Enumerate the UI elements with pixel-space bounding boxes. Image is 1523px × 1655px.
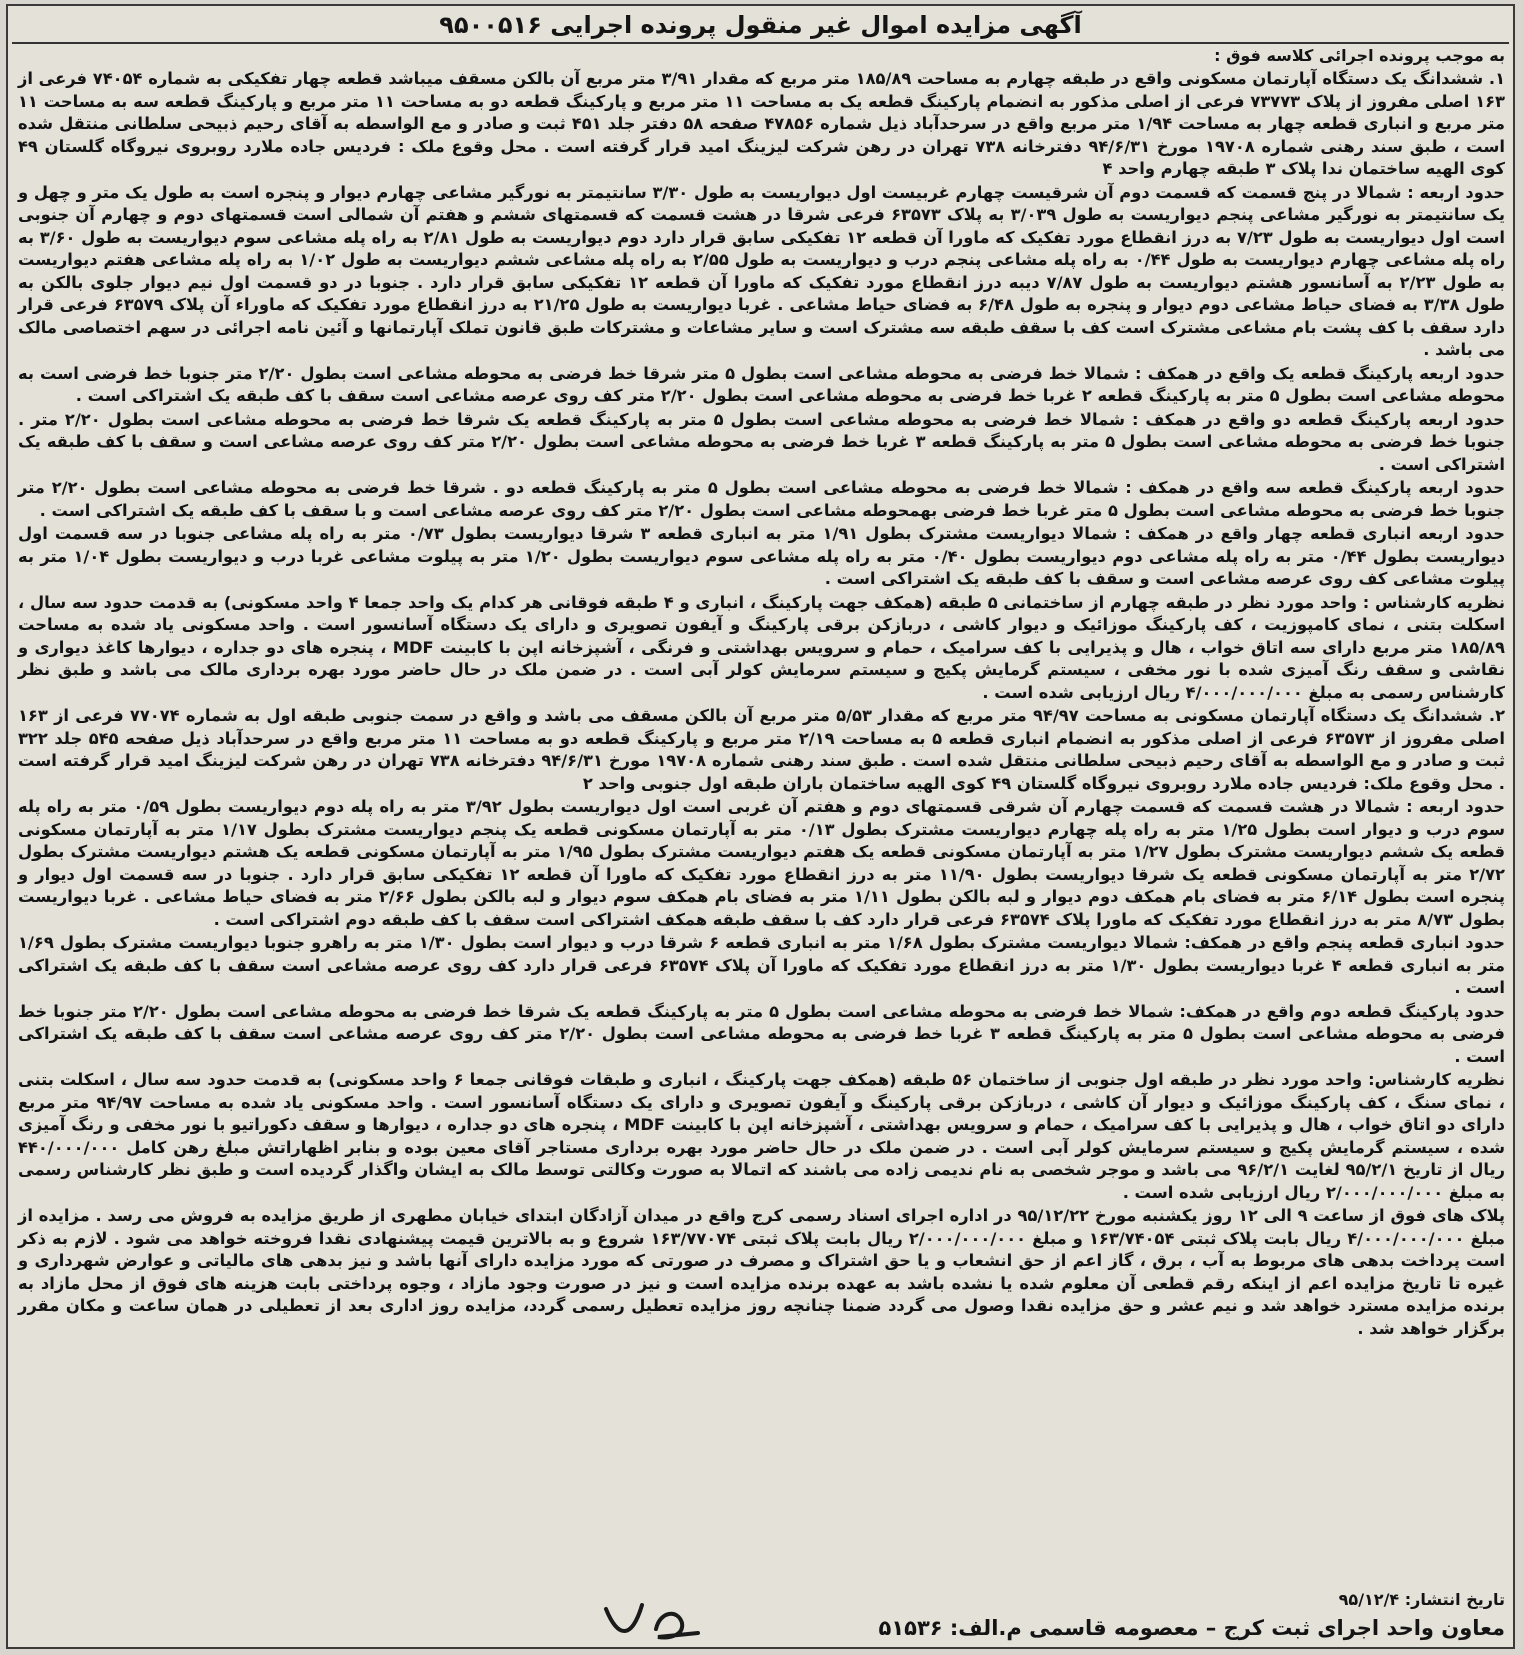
- item-1-boundaries: حدود اربعه : شمالا در پنج قسمت که قسمت دوم آن شرقیست چهارم غربیست اول دیواریست به طول ۳/۳۰ سانتیمتر به نورگیر مشاعی چهارم دیوار و پنجره است به طول یک متر و چهل و یک سانتیمتر به نورگیر مشاعی پنجم دیواریست به طول ۳/۰۳۹ به پلاک ۶۳۵۷۳ فرعی شرقا در هشت قسمت که قسمتهای ششم و هفتم آن شمالی است قسمتهای دوم و چهارم آن جنوبی است اول دیواریست به طول ۷/۲۳ به درز انقطاع مورد تفکیک که ماورا آن قطعه ۱۲ تفکیکی سابق قرار دارد دوم دیواریست به طول ۲/۸۱ به راه پله مشاعی سوم دیواریست به طول ۳/۶۰ به راه پله مشاعی چهارم دیواریست به طول ۰/۴۴ به راه پله مشاعی پنجم درب و دیواریست به طول ۲/۵۵ به راه پله مشاعی ششم دیواریست به طول ۱/۰۲ به راه پله مشاعی هفتم دیواریست به طول ۲/۲۳ به آسانسور هشتم دیواریست به طول ۷/۸۷ دیبه درز انقطاع مورد تفکیک که ماورا آن قطعه ۱۲ تفکیکی سابق قرار دارد . جنوبا در دو قسمت اول نیم دیوار جلوی بالکن به طول ۳/۳۸ به فضای حیاط مشاعی دوم دیوار و پنجره به طول ۶/۴۸ به فضای حیاط مشاعی . غربا دیواریست به طول ۲۱/۲۵ به درز انقطاع مورد تفکیک که ماوراء آن پلاک ۶۳۵۷۹ فرعی قرار دارد سقف با کف پشت بام مشاعی مشترک است کف با سقف طبقه سه مشترک است و سایر مشاعات و مشترکات طبق قانون تملک آپارتمانها و آئین نامه اجرائی در سهم اختصاصی مالک می باشد .: [18, 182, 1506, 359]
- publish-date: تاریخ انتشار: ۹۵/۱۲/۴: [1338, 1590, 1505, 1609]
- handwritten-mark: [598, 1599, 708, 1645]
- auction-terms: پلاک های فوق از ساعت ۹ الی ۱۲ روز یکشنبه مورخ ۹۵/۱۲/۲۲ در اداره اجرای اسناد رسمی کرج واقع در میدان آزادگان ابتدای خیابان مطهری از طریق مزایده به فروش می رسد . مزایده از مبلغ ۴/۰۰۰/۰۰۰/۰۰۰ ریال بابت پلاک ثبتی ۱۶۳/۷۴۰۵۴ و مبلغ ۲/۰۰۰/۰۰۰/۰۰۰ ریال بابت پلاک ثبتی ۱۶۳/۷۷۰۷۴ شروع و به بالاترین قیمت پیشنهادی نقدا فروخته خواهد می شود . لازم به ذکر است پرداخت بدهی های مربوط به آب ، برق ، گاز اعم از حق انشعاب و یا حق اشتراک و مصرف در صورتی که مورد مزایده دارای آنها باشد و نیز بدهی های مالیاتی و عوارض شهرداری و غیره تا تاریخ مزایده اعم از اینکه رقم قطعی آن معلوم شده یا نشده باشد به عهده برنده مزایده است و نیز در صورت وجود مازاد ، وجوه پرداختی بابت هزینه های فوق از محل مازاد به برنده مزایده مسترد خواهد شد و نیم عشر و حق مزایده نقدا وصول می گردد ضمنا چنانچه روز مزایده تعطیل رسمی گردد، مزایده روز اداری بعد از تعطیلی در همان ساعت و مکان مقرر برگزار خواهد شد .: [18, 1206, 1506, 1338]
- storage-5-boundaries: حدود انباری قطعه پنجم واقع در همکف: شمالا دیواریست مشترک بطول ۱/۶۸ متر به انباری قطعه ۶ شرقا درب و دیوار است بطول ۱/۳۰ متر به راهرو جنوبا دیواریست مشترک بطول ۱/۶۹ متر به انباری قطعه ۴ غربا دیواریست بطول ۱/۳۰ متر به درز انقطاع مورد تفکیک که ماورا آن پلاک ۶۳۵۷۴ فرعی قرار دارد کف روی عرصه مشاعی است سقف با کف طبقه یک اشتراکی است .: [18, 933, 1506, 997]
- notice-footer: [18, 1589, 1505, 1643]
- item-1-expert-opinion: نظریه کارشناس : واحد مورد نظر در طبقه چهارم از ساختمانی ۵ طبقه (همکف جهت پارکینگ ، انباری و ۴ طبقه فوقانی هر کدام یک واحد جمعا ۴ واحد مسکونی) به قدمت حدود سه سال ، اسکلت بتنی ، نمای کامپوزیت ، کف پارکینگ موزائیک و دیوار کاشی ، دربازکن برقی پارکینگ و آیفون تصویری و دارای یک دستگاه آسانسور است . واحد مسکونی یاد شده به مساحت ۱۸۵/۸۹ متر مربع دارای سه اتاق خواب ، هال و پذیرایی با کف سرامیک ، حمام و سرویس بهداشتی و فرنگی ، آشپزخانه اپن با کابینت MDF ، پنجره های دو جداره ، دیوارها کاغذ دیواری و نقاشی و سقف رنگ آمیزی شده با نور مخفی ، سیستم گرمایش پکیج و سیستم سرمایش کولر آبی است . در ضمن ملک در حال حاضر مورد بهره برداری مالک می باشد و طبق نظر کارشناس رسمی به مبلغ ۴/۰۰۰/۰۰۰/۰۰۰ ریال ارزیابی شده است .: [18, 592, 1506, 702]
- parking-1-boundaries: حدود اربعه پارکینگ قطعه یک واقع در همکف : شمالا خط فرضی به محوطه مشاعی است بطول ۵ متر شرقا خط فرضی به محوطه مشاعی است بطول ۲/۲۰ متر جنوبا خط فرضی است به محوطه مشاعی است بطول ۵ متر به پارکینگ قطعه ۲ غربا خط فرضی به محوطه مشاعی است بطول ۲/۲۰ متر کف روی عرصه مشاعی است سقف با کف طبقه یک اشتراکی است .: [18, 363, 1505, 405]
- item-2-boundaries: حدود اربعه : شمالا در هشت قسمت که قسمت چهارم آن شرقی قسمتهای دوم و هفتم آن غربی است اول دیواریست بطول ۳/۹۲ متر به راه پله دوم دیواریست بطول ۰/۵۹ متر به راه پله سوم درب و دیوار است بطول ۱/۲۵ متر به راه پله چهارم دیواریست مشترک بطول ۰/۱۳ متر به آپارتمان مسکونی قطعه یک پنجم دیواریست مشترک بطول ۱/۱۷ متر به آپارتمان مسکونی قطعه یک ششم دیواریست مشترک بطول ۱/۲۷ متر به آپارتمان مسکونی قطعه یک هفتم دیواریست مشترک بطول ۱/۹۵ متر به آپارتمان مسکونی قطعه یک هشتم دیواریست مشترک بطول ۲/۷۲ متر به آپارتمان مسکونی قطعه یک شرقا دیواریست بطول ۱۱/۹۰ متر به درز انقطاع مورد تفکیک که ماورا آن قطعه ۱۲ تفکیکی سابق قرار دارد . جنوبا در سه قسمت اول دیوار و پنجره است بطول ۶/۱۴ متر به فضای بام همکف دوم دیوار و لبه بالکن بطول ۱/۱۱ متر به فضای بام همکف سوم دیوار و لبه بالکن بطول ۲/۶۶ متر به فضای حیاط مشاعی . غربا دیواریست بطول ۸/۷۳ متر به درز انقطاع مورد تفکیک که ماورا پلاک ۶۳۵۷۴ فرعی قرار دارد کف با سقف طبقه همکف اشتراکی است سقف با کف طبقه دوم اشتراکی است .: [18, 797, 1506, 929]
- title-divider: [12, 42, 1509, 44]
- auction-notice: [6, 4, 1515, 1649]
- parking-2b-boundaries: حدود پارکینگ قطعه دوم واقع در همکف: شمالا خط فرضی به محوطه مشاعی است بطول ۵ متر به پارکینگ قطعه یک شرقا خط فرضی به محوطه مشاعی است بطول ۲/۲۰ متر جنوبا خط فرضی به محوطه مشاعی است بطول ۵ متر به پارکینگ قطعه ۳ غربا خط فرضی به محوطه مشاعی است بطول ۲/۲۰ متر کف روی عرصه مشاعی است سقف با کف طبقه یک اشتراکی است .: [18, 1001, 1505, 1066]
- storage-4-boundaries: حدود اربعه انباری قطعه چهار واقع در همکف : شمالا دیواریست مشترک بطول ۱/۹۱ متر به انباری قطعه ۳ شرقا دیواریست بطول ۰/۷۳ متر به راه پله مشاعی جنوبا در سه قسمت اول دیواریست بطول ۰/۴۴ متر به راه پله مشاعی دوم دیواریست بطول ۰/۴۰ متر به راه پله مشاعی سوم دیواریست بطول ۱/۲۰ متر به پیلوت مشاعی غربا درب و دیواریست بطول ۱/۰۴ متر به پیلوت مشاعی کف روی عرصه مشاعی است و سقف با کف طبقه یک اشتراکی است .: [18, 524, 1505, 588]
- item-1-description: ۱. ششدانگ یک دستگاه آپارتمان مسکونی واقع در طبقه چهارم به مساحت ۱۸۵/۸۹ متر مربع که مقدار ۳/۹۱ متر مربع آن بالکن مسقف میباشد قطعه چهار تفکیکی به شماره ۷۴۰۵۴ فرعی از ۱۶۳ اصلی مفروز از پلاک ۷۳۷۷۳ فرعی از اصلی مذکور به انضمام پارکینگ قطعه یک به مساحت ۱۱ متر مربع و پارکینگ قطعه دو به مساحت ۱۱ متر مربع و پارکینگ قطعه سه به مساحت ۱۱ متر مربع و انباری قطعه چهار به مساحت ۱/۹۴ متر مربع واقع در سرحدآباد ذیل شماره ۴۷۸۵۶ صفحه ۵۸ دفتر جلد ۴۵۱ ثبت و صادر و مع الواسطه به آقای رحیم ذبیحی سلطانی منتقل شده است ، طبق سند رهنی شماره ۱۹۷۰۸ مورخ ۹۴/۶/۳۱ دفترخانه ۷۳۸ تهران در رهن شرکت لیزینگ امید قرار گرفته است . محل وقوع ملک : فردیس جاده ملارد روبروی نیروگاه گلستان ۴۹ کوی الهیه ساختمان ندا پلاک ۳ طبقه چهارم واحد ۴: [18, 69, 1505, 178]
- item-2-expert-opinion: نظریه کارشناس: واحد مورد نظر در طبقه اول جنوبی از ساختمان ۵۶ طبقه (همکف جهت پارکینگ ، انباری و طبقات فوقانی جمعا ۶ واحد مسکونی) به قدمت حدود سه سال ، اسکلت بتنی ، نمای سنگ ، کف پارکینگ موزائیک و دیوار آن کاشی ، دربازکن برقی پارکینگ و آیفون تصویری و دارای یک دستگاه آسانسور است . واحد مسکونی یاد شده به مساحت ۹۴/۹۷ متر مربع دارای دو اتاق خواب ، هال و پذیرایی با کف سرامیک ، حمام و سرویس بهداشتی ، آشپزخانه اپن با کابینت MDF ، پنجره های دو جداره ، دیوارها و سقف دکوراتیو با نور مخفی و رنگ آمیزی شده ، سیستم گرمایش پکیج و سیستم سرمایش کولر آبی است . در ضمن ملک در حال حاضر مورد بهره برداری مستاجر آقای معین بوده و بنابر اظهاراتش مبلغ رهن کامل ۴۴۰/۰۰۰/۰۰۰ ریال از تاریخ ۹۵/۲/۱ لغایت ۹۶/۲/۱ می باشد و موجر شخصی به نام ندیمی زاده می باشند که اتمالا به صورت وکالتی توسط مالک به ایشان واگذار گردیده است و طبق نظر کارشناس رسمی به مبلغ ۲/۰۰۰/۰۰۰/۰۰۰ ریال ارزیابی شده است .: [18, 1070, 1505, 1202]
- item-2-description: ۲. ششدانگ یک دستگاه آپارتمان مسکونی به مساحت ۹۴/۹۷ متر مربع که مقدار ۵/۵۳ متر مربع آن بالکن مسقف می باشد و واقع در سمت جنوبی طبقه اول به شماره ۷۷۰۷۴ فرعی از ۱۶۳ اصلی مفروز از ۶۳۵۷۳ فرعی از اصلی مذکور به انضمام انباری قطعه ۵ به مساحت ۲/۱۹ متر مربع و پارکینگ قطعه دو به مساحت ۱۱ متر مربع واقع در سرحدآباد ذیل صفحه ۵۴۵ جلد ۳۲۲ ثبت و صادر و مع الواسطه به آقای رحیم ذبیحی سلطانی منتقل شده است . طبق سند رهنی شماره ۱۹۷۰۸ مورخ ۹۴/۶/۳۱ دفترخانه ۷۳۸ تهران در رهن شرکت لیزینگ امید قرار گرفته است . محل وقوع ملک: فردیس جاده ملارد روبروی نیروگاه گلستان ۴۹ کوی الهیه ساختمان باران طبقه اول جنوبی واحد ۲: [18, 706, 1506, 793]
- notice-title: آگهی مزایده اموال غیر منقول پرونده اجرایی ۹۵۰۰۵۱۶: [439, 11, 1082, 39]
- parking-3-boundaries: حدود اربعه پارکینگ قطعه سه واقع در همکف : شمالا خط فرضی به محوطه مشاعی است بطول ۵ متر به پارکینگ قطعه دو . شرقا خط فرضی به محوطه مشاعی است بطول ۲/۲۰ متر جنوبا خط فرضی به محوطه مشاعی است بطول ۵ متر غربا خط فرضی بهمحوطه مشاعی است بطول ۲/۲۰ متر کف روی عرصه مشاعی است و با سقف با کف طبقه یک اشتراکی است .: [18, 478, 1505, 520]
- parking-2-boundaries: حدود اربعه پارکینگ قطعه دو واقع در همکف : شمالا خط فرضی به محوطه مشاعی است بطول ۵ متر به پارکینگ قطعه یک شرقا خط فرضی به محوطه مشاعی است بطول ۲/۲۰ متر . جنوبا خط فرضی به محوطه مشاعی است بطول ۵ متر به پارکینگ قطعه ۳ غربا خط فرضی به محوطه مشاعی است بطول ۲/۲۰ متر کف روی عرصه مشاعی است و سقف با کف طبقه یک اشتراکی است .: [18, 409, 1505, 474]
- signature-line: معاون واحد اجرای ثبت کرج – معصومه قاسمی م.الف: ۵۱۵۳۶: [878, 1616, 1505, 1640]
- notice-intro: به موجب پرونده اجرائی کلاسه فوق :: [1214, 46, 1505, 65]
- notice-body: [18, 68, 1505, 1340]
